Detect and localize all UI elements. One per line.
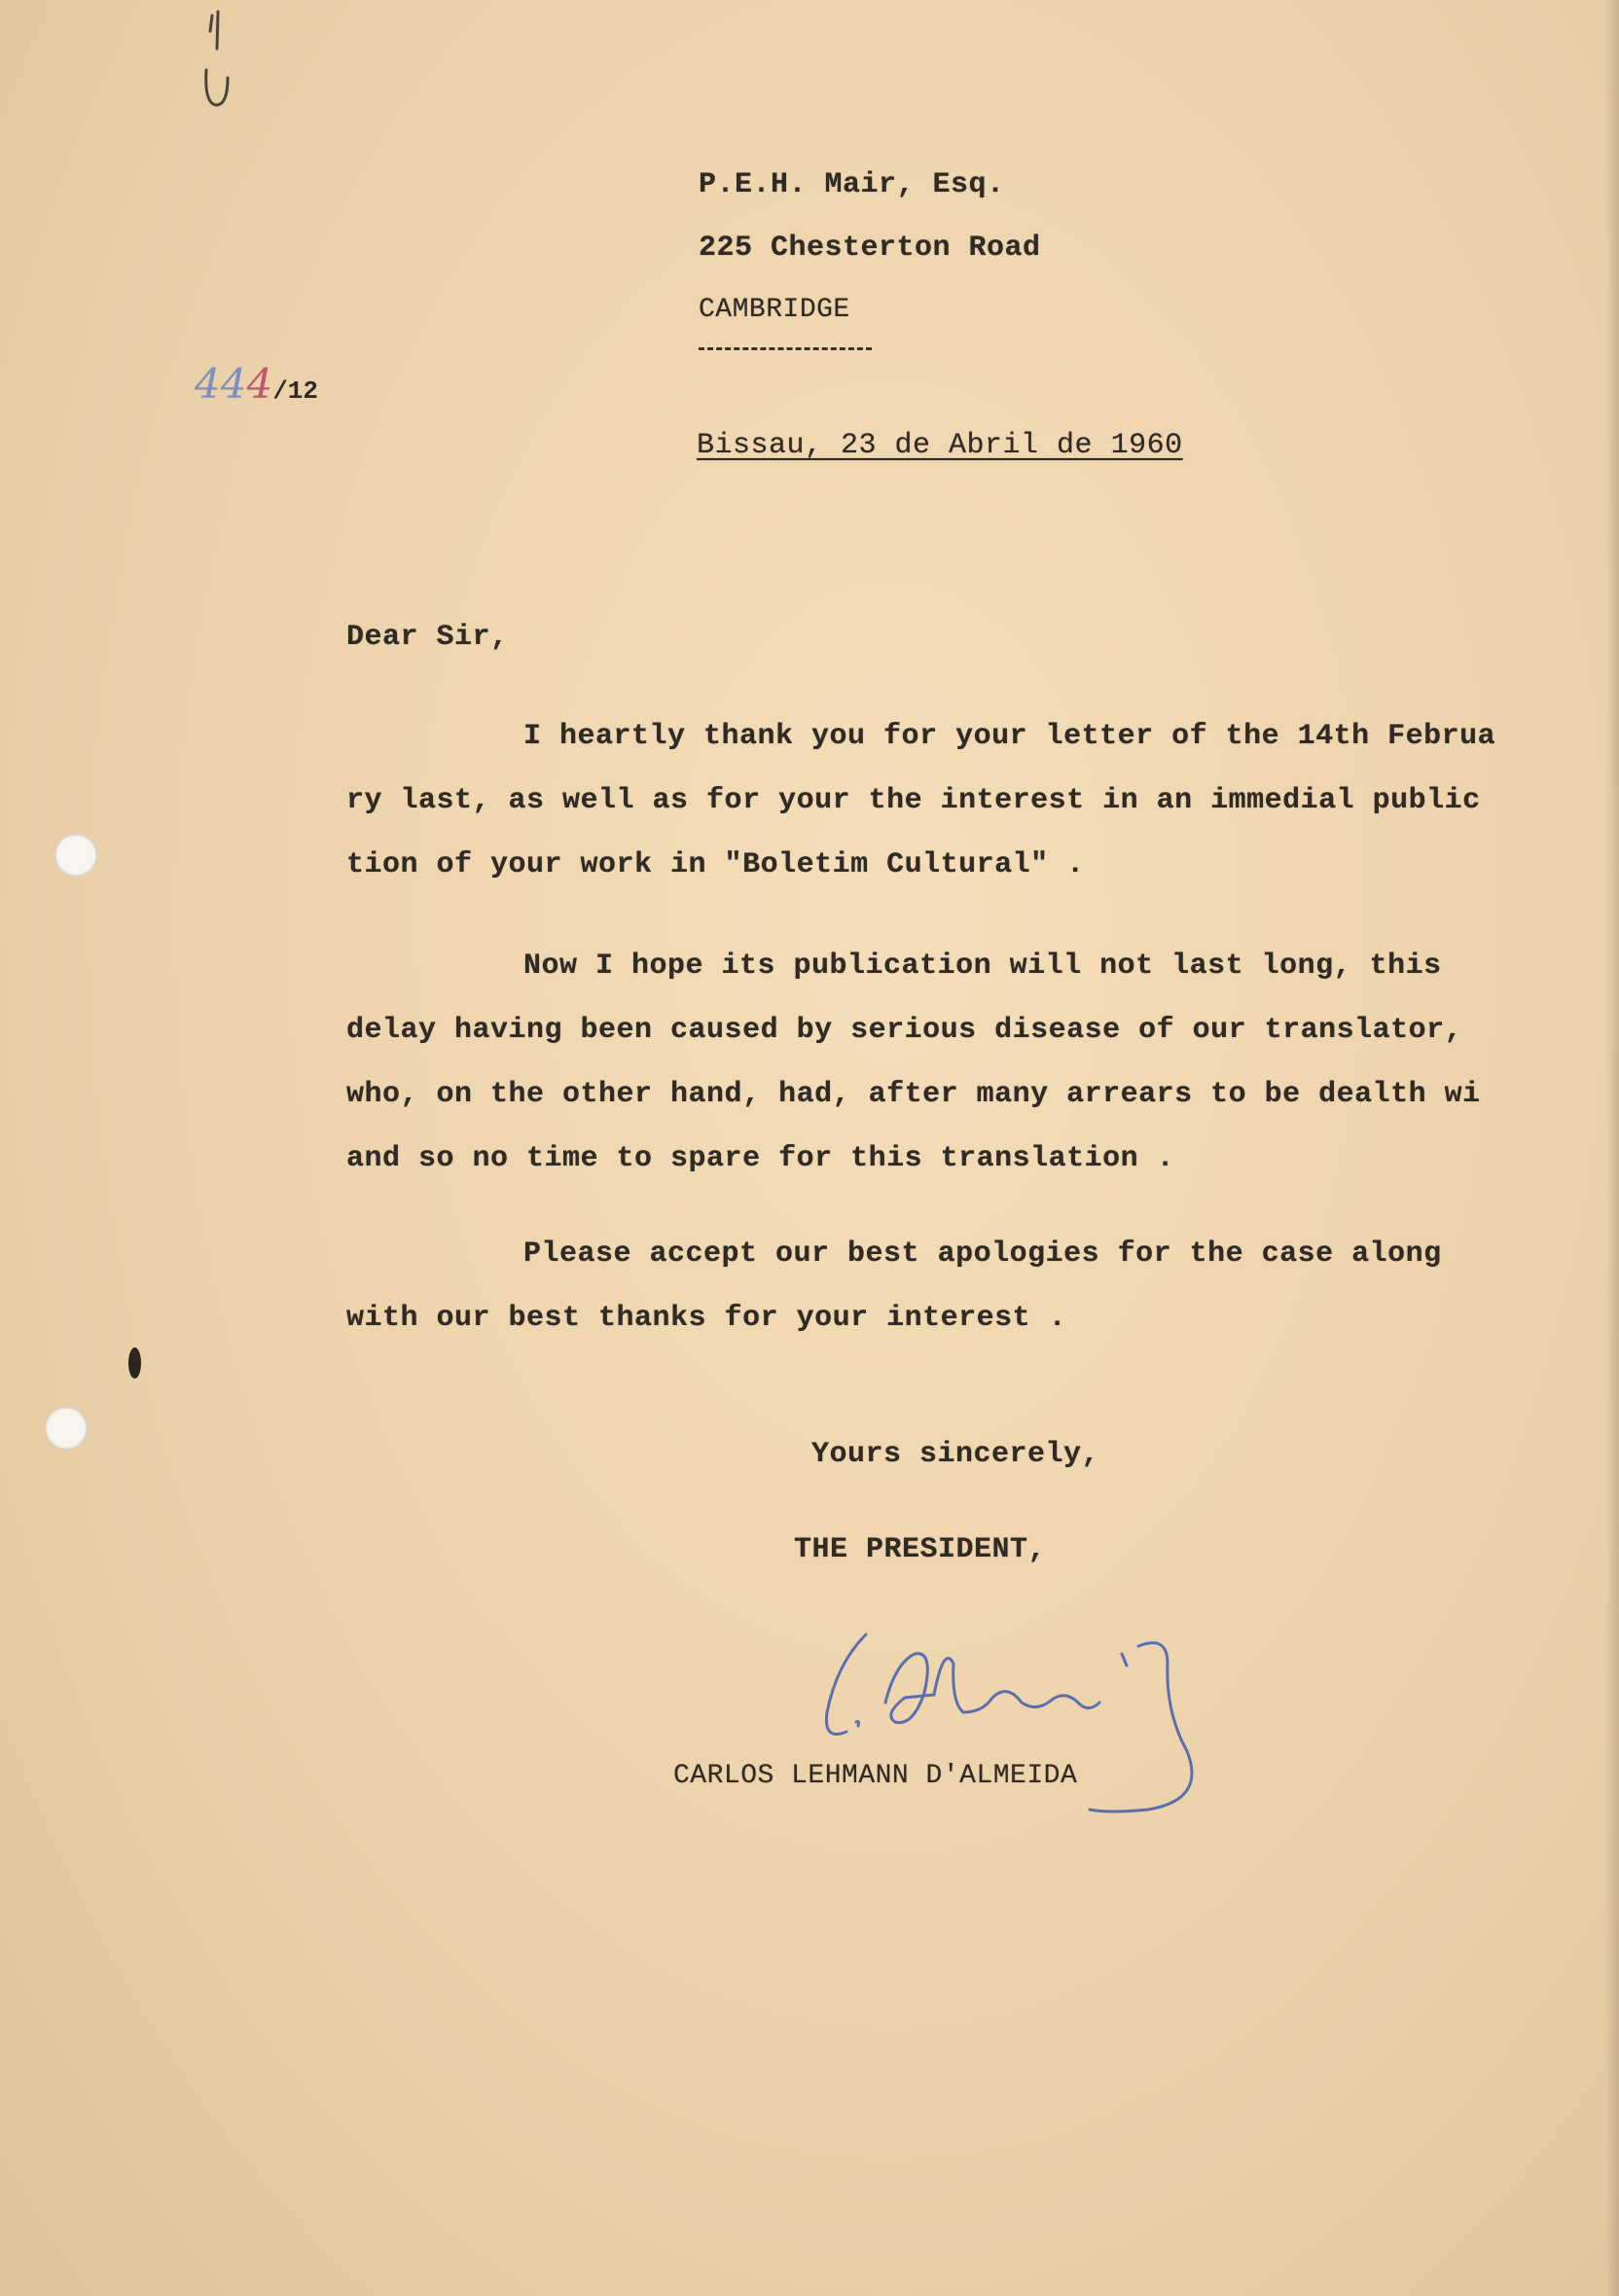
paragraph-2-line-1: Now I hope its publication will not last long, this <box>523 950 1442 983</box>
reference-number <box>195 360 318 408</box>
signatory-name: CARLOS LEHMANN D'ALMEIDA <box>673 1761 1078 1791</box>
paragraph-1-line-1: I heartly thank you for your letter of the 14th Februa <box>523 720 1496 753</box>
paragraph-2-line-4: and so no time to spare for this translation . <box>346 1142 1175 1175</box>
paragraph-1-line-2: ry last, as well as for your the interest in an immedial public <box>346 784 1481 817</box>
date-line: Bissau, 23 de Abril de 1960 <box>697 429 1183 462</box>
paragraph-2-line-3: who, on the other hand, had, after many arrears to be dealth wi <box>346 1078 1481 1111</box>
reference-blue: 44 <box>195 360 247 408</box>
page-edge-shadow <box>1605 0 1619 2296</box>
signer-title: THE PRESIDENT, <box>794 1533 1047 1566</box>
paragraph-2-line-2: delay having been caused by serious disease of our translator, <box>346 1014 1463 1047</box>
salutation: Dear Sir, <box>346 621 509 654</box>
recipient-name: P.E.H. Mair, Esq. <box>699 168 1005 201</box>
paragraph-3-line-2: with our best thanks for your interest . <box>346 1302 1067 1335</box>
city-dash-rule <box>699 347 872 350</box>
ink-blot <box>128 1347 141 1379</box>
punch-hole-lower <box>45 1407 88 1450</box>
pencil-mark <box>195 10 234 107</box>
reference-typed: /12 <box>272 377 318 406</box>
reference-red: 4 <box>246 360 273 408</box>
handwritten-signature <box>798 1605 1343 1829</box>
paragraph-1-line-3: tion of your work in "Boletim Cultural" . <box>346 848 1085 881</box>
closing: Yours sincerely, <box>811 1438 1100 1471</box>
recipient-street: 225 Chesterton Road <box>699 232 1041 265</box>
punch-hole-upper <box>54 834 97 877</box>
recipient-city: CAMBRIDGE <box>699 295 850 325</box>
paragraph-3-line-1: Please accept our best apologies for the case along <box>523 1238 1442 1271</box>
